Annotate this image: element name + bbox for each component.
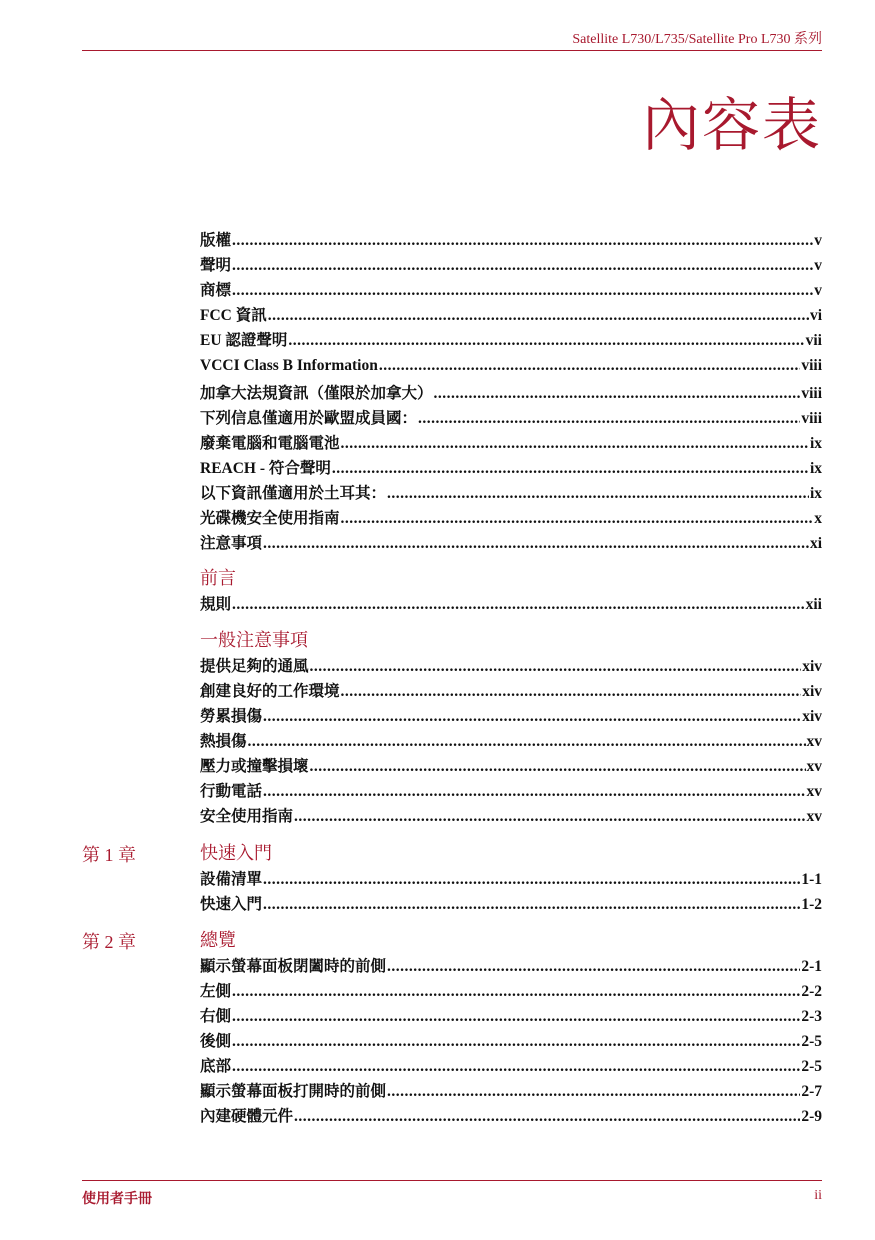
toc-entry-title: 行動電話 xyxy=(200,783,263,800)
toc-entry[interactable] xyxy=(200,779,822,804)
dot-leader xyxy=(263,704,801,729)
toc-entry-page: 2-1 xyxy=(801,958,822,975)
toc-entry[interactable] xyxy=(200,729,822,754)
toc-entry-page: xiv xyxy=(802,683,822,700)
toc-entry-title: 提供足夠的通風 xyxy=(200,658,309,675)
toc-entry-page: v xyxy=(814,257,822,274)
toc-entry-page: xi xyxy=(809,535,822,552)
toc-entry[interactable] xyxy=(200,303,822,328)
section-title: 一般注意事項 xyxy=(200,630,308,651)
toc-entry[interactable] xyxy=(200,481,822,506)
dot-leader xyxy=(232,1029,800,1054)
toc-entry[interactable] xyxy=(200,654,822,679)
dot-leader xyxy=(263,867,800,892)
dot-leader xyxy=(341,679,802,704)
toc-entry-title: 下列信息僅適用於歐盟成員國： xyxy=(200,410,418,427)
dot-leader xyxy=(248,729,806,754)
toc-entry-page: 2-9 xyxy=(801,1108,822,1125)
toc-entry[interactable] xyxy=(200,1104,822,1129)
dot-leader xyxy=(268,303,809,328)
toc-entry-page: 2-5 xyxy=(801,1033,822,1050)
dot-leader xyxy=(379,353,800,378)
toc-entry-title: 顯示螢幕面板打開時的前側 xyxy=(200,1083,387,1100)
toc-entry-page: xiv xyxy=(802,708,822,725)
chapter-title[interactable]: 總覽 xyxy=(200,930,236,951)
toc-entry-title: 規則 xyxy=(200,596,232,613)
toc-entry[interactable] xyxy=(200,679,822,704)
toc-entry-title: 商標 xyxy=(200,282,232,299)
dot-leader xyxy=(310,754,806,779)
toc-entry-title: 設備清單 xyxy=(200,871,263,888)
toc-entry[interactable] xyxy=(200,253,822,278)
dot-leader xyxy=(232,278,813,303)
dot-leader xyxy=(294,1104,800,1129)
toc-entry-page: xiv xyxy=(802,658,822,675)
dot-leader xyxy=(232,1054,800,1079)
page-title: 內容表 xyxy=(641,91,822,159)
dot-leader xyxy=(232,979,800,1004)
dot-leader xyxy=(232,1004,800,1029)
footer-manual-title: 使用者手冊 xyxy=(82,1191,152,1207)
toc-entry-title: 加拿大法規資訊（僅限於加拿大） xyxy=(200,385,433,402)
dot-leader xyxy=(310,654,802,679)
toc-entry[interactable] xyxy=(200,456,822,481)
toc-entry-title: VCCI Class B Information xyxy=(200,357,378,374)
toc-entry-title: 勞累損傷 xyxy=(200,708,263,725)
toc-entry[interactable] xyxy=(200,704,822,729)
toc-entry-page: 2-3 xyxy=(801,1008,822,1025)
toc-entry[interactable] xyxy=(200,381,822,406)
toc-entry-page: viii xyxy=(801,357,822,374)
toc-entry-page: xii xyxy=(805,596,822,613)
toc-entry[interactable] xyxy=(200,506,822,531)
toc-entry[interactable] xyxy=(200,867,822,892)
toc-entry-page: ix xyxy=(809,485,822,502)
toc-entry-page: vii xyxy=(805,332,822,349)
toc-entry-page: x xyxy=(814,510,822,527)
dot-leader xyxy=(332,456,809,481)
toc-chapter-1 xyxy=(200,840,822,917)
toc-entry-title: 聲明 xyxy=(200,257,232,274)
toc-entry-title: 內建硬體元件 xyxy=(200,1108,294,1125)
toc-entry-page: v xyxy=(814,282,822,299)
toc-entry[interactable] xyxy=(200,804,822,829)
toc-entry-page: ix xyxy=(809,460,822,477)
toc-entry[interactable] xyxy=(200,531,822,556)
toc-entry-title: 快速入門 xyxy=(200,896,263,913)
toc-entry-title: FCC 資訊 xyxy=(200,307,267,324)
toc-entry-page: xv xyxy=(806,783,822,800)
dot-leader xyxy=(434,381,801,406)
toc-entry-title: 左側 xyxy=(200,983,232,1000)
toc-entry-page: viii xyxy=(801,385,822,402)
toc-entry[interactable] xyxy=(200,406,822,431)
toc-entry-page: 2-2 xyxy=(801,983,822,1000)
toc-entry[interactable] xyxy=(200,954,822,979)
chapter-2-label: 第 2 章 xyxy=(82,932,136,952)
dot-leader xyxy=(341,431,809,456)
dot-leader xyxy=(387,954,800,979)
toc-entry-page: viii xyxy=(801,410,822,427)
dot-leader xyxy=(294,804,805,829)
toc-entry-title: 創建良好的工作環境 xyxy=(200,683,340,700)
toc-chapter-2 xyxy=(200,927,822,1129)
toc-entry-page: ix xyxy=(809,435,822,452)
dot-leader xyxy=(232,228,813,253)
footer-divider xyxy=(82,1180,822,1181)
section-title: 前言 xyxy=(200,568,236,589)
toc-entry-title: REACH - 符合聲明 xyxy=(200,460,331,477)
dot-leader xyxy=(232,592,805,617)
toc-entry[interactable] xyxy=(200,1029,822,1054)
toc-entry-title: 右側 xyxy=(200,1008,232,1025)
dot-leader xyxy=(418,406,800,431)
toc-entry-page: xv xyxy=(806,733,822,750)
dot-leader xyxy=(232,253,813,278)
toc-entry-page: vi xyxy=(809,307,822,324)
toc-entry[interactable] xyxy=(200,1004,822,1029)
toc-entry-title: 以下資訊僅適用於土耳其： xyxy=(200,485,387,502)
dot-leader xyxy=(341,506,814,531)
toc-entry-page: 1-2 xyxy=(801,896,822,913)
toc-entry-page: xv xyxy=(806,808,822,825)
dot-leader xyxy=(387,481,809,506)
toc-entry[interactable] xyxy=(200,979,822,1004)
toc-entry[interactable] xyxy=(200,278,822,303)
toc-entry-title: 熱損傷 xyxy=(200,733,247,750)
toc-entry-title: EU 認證聲明 xyxy=(200,332,288,349)
toc-entry-title: 版權 xyxy=(200,232,232,249)
toc-entry-title: 底部 xyxy=(200,1058,232,1075)
toc-entry-title: 注意事項 xyxy=(200,535,263,552)
toc-entry-title: 壓力或撞擊損壞 xyxy=(200,758,309,775)
dot-leader xyxy=(263,779,805,804)
toc-entry-page: 2-7 xyxy=(801,1083,822,1100)
toc-section-general xyxy=(200,627,822,829)
dot-leader xyxy=(263,892,800,917)
toc-entry[interactable] xyxy=(200,353,822,378)
toc-entry[interactable] xyxy=(200,892,822,917)
dot-leader xyxy=(263,531,809,556)
dot-leader xyxy=(288,328,804,353)
toc-entry[interactable] xyxy=(200,328,822,353)
toc-section-preface xyxy=(200,565,822,617)
header-divider xyxy=(82,50,822,51)
toc-entry-title: 後側 xyxy=(200,1033,232,1050)
toc-entry-title: 光碟機安全使用指南 xyxy=(200,510,340,527)
toc-entry-title: 安全使用指南 xyxy=(200,808,294,825)
toc-entry[interactable] xyxy=(200,754,822,779)
chapter-1-label: 第 1 章 xyxy=(82,845,136,865)
toc-entry[interactable] xyxy=(200,1079,822,1104)
page-number: ii xyxy=(814,1188,822,1203)
toc-entry[interactable] xyxy=(200,228,822,253)
chapter-title[interactable]: 快速入門 xyxy=(200,843,272,864)
toc-entry[interactable] xyxy=(200,431,822,456)
toc-entry-page: v xyxy=(814,232,822,249)
toc-entry[interactable] xyxy=(200,1054,822,1079)
running-header: Satellite L730/L735/Satellite Pro L730 系列 xyxy=(572,32,822,47)
toc-entry-title: 顯示螢幕面板閉闔時的前側 xyxy=(200,958,387,975)
toc-entry-title: 廢棄電腦和電腦電池 xyxy=(200,435,340,452)
toc-entry-page: 1-1 xyxy=(801,871,822,888)
toc-front-matter xyxy=(200,228,822,556)
toc-entry[interactable] xyxy=(200,592,822,617)
toc-entry-page: xv xyxy=(806,758,822,775)
toc-entry-page: 2-5 xyxy=(801,1058,822,1075)
dot-leader xyxy=(387,1079,800,1104)
